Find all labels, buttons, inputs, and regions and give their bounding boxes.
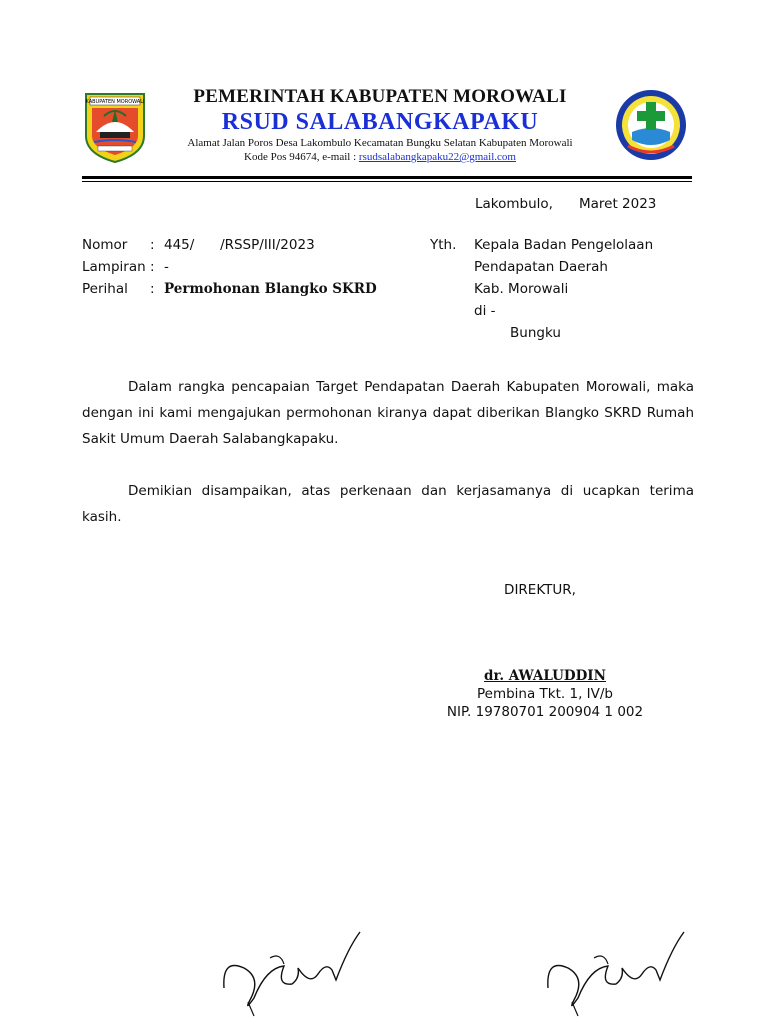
letter-place: Lakombulo, (475, 196, 553, 212)
handwritten-paraf-left (214, 928, 364, 1018)
nomor-value: 445/ /RSSP/III/2023 (164, 237, 315, 253)
perihal-label: Perihal (82, 281, 128, 297)
lampiran-label: Lampiran (82, 259, 146, 275)
rsud-salabangkapaku-logo (614, 88, 688, 162)
letterhead-rule-thin (82, 181, 692, 182)
letter-date (475, 196, 656, 212)
perihal-value: Permohonan Blangko SKRD (164, 281, 377, 297)
recipient-line-3: Kab. Morowali (474, 281, 569, 297)
government-name: PEMERINTAH KABUPATEN MOROWALI (193, 86, 567, 107)
recipient-line-5: Bungku (510, 325, 561, 341)
recipient-line-4: di - (474, 303, 496, 319)
letterhead (150, 86, 610, 164)
contact-line (150, 150, 610, 164)
letter-meta (82, 234, 377, 300)
signatory-title: DIREKTUR, (504, 582, 576, 598)
yth-label: Yth. (430, 237, 457, 253)
lampiran-row (82, 256, 377, 278)
recipient-block (430, 234, 653, 344)
letter-month: Maret 2023 (578, 196, 657, 212)
nomor-label: Nomor (82, 237, 128, 253)
recipient-line-1: Yth. Kepala Badan Pengelolaan (430, 234, 653, 256)
body-paragraph-2: Demikian disampaikan, atas perkenaan dan kerjasamanya di ucapkan terima kasih. (82, 483, 694, 525)
letterhead-rule-thick (82, 176, 692, 179)
signatory-rank: Pembina Tkt. 1, IV/b (476, 686, 613, 702)
address-line: Alamat Jalan Poros Desa Lakombulo Kecamatan Bungku Selatan Kabupaten Morowali (187, 137, 573, 149)
kabupaten-morowali-logo (82, 92, 148, 164)
signatory-name: dr. AWALUDDIN (484, 668, 606, 684)
postal-code: Kode Pos 94674, e-mail : (244, 151, 359, 163)
separator: : (150, 281, 155, 297)
svg-text:KABUPATEN MOROWALI: KABUPATEN MOROWALI (85, 99, 145, 105)
handwritten-paraf-right (538, 928, 688, 1018)
body-paragraph-1: Dalam rangka pencapaian Target Pendapatan Daerah Kabupaten Morowali, maka dengan ini kami mengajukan permohonan kiranya dapat diberikan Blangko SKRD Rumah Sakit Umum Daerah Salabangkapaku. (82, 379, 694, 447)
separator: : (150, 237, 155, 253)
separator: : (150, 259, 155, 275)
email-link[interactable]: rsudsalabangkapaku22@gmail.com (358, 151, 516, 163)
signatory-nip: NIP. 19780701 200904 1 002 (446, 704, 644, 720)
lampiran-value: - (164, 259, 169, 275)
institution-name: RSUD SALABANGKAPAKU (221, 109, 539, 135)
perihal-row (82, 278, 377, 300)
nomor-row (82, 234, 377, 256)
recipient-line-2: Pendapatan Daerah (474, 259, 608, 275)
